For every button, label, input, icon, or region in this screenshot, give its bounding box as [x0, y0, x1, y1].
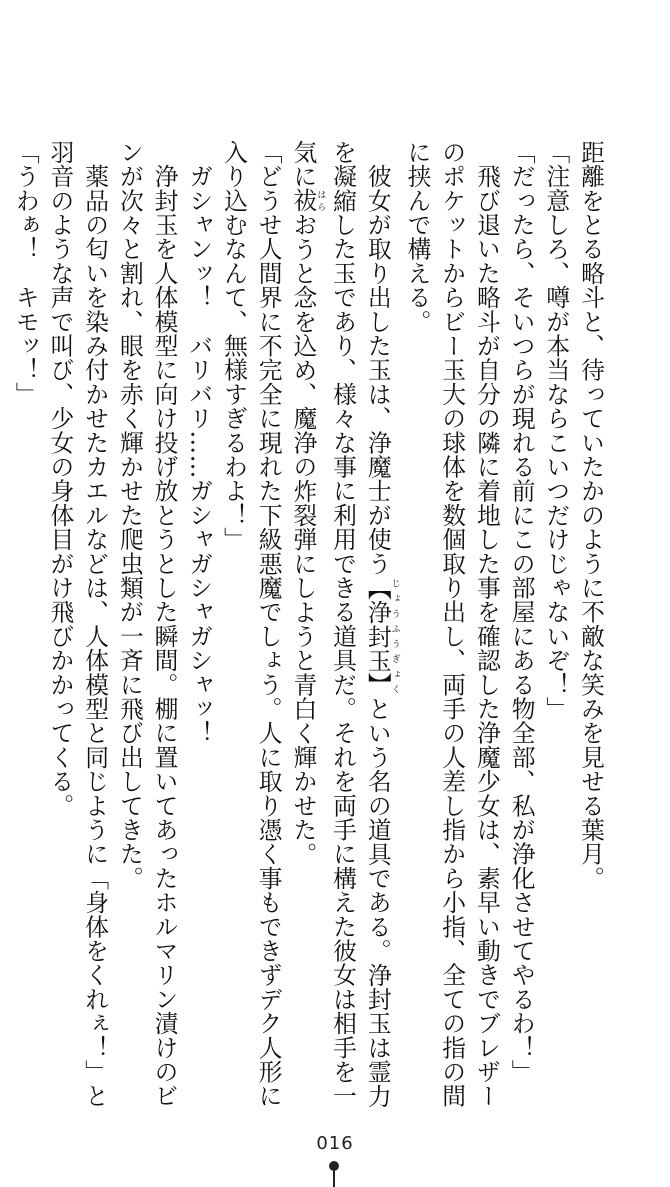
text-line: のポケットからビー玉大の球体を数個取り出し、両手の人差し指から小指、全ての指の間	[438, 140, 467, 1108]
vertical-text-block	[11, 140, 608, 1109]
text-line: 「どうせ人間界に不完全に現れた下級悪魔でしょう。人に取り憑く事もできずデク人形に	[254, 140, 283, 1108]
term-text: 【浄封玉】	[363, 575, 392, 697]
furigana-word	[289, 188, 326, 213]
text-line: 距離をとる略斗と、待っていたかのように不敵な笑みを見せる葉月。	[577, 140, 605, 891]
furigana-term	[363, 575, 400, 697]
page-number: 016	[316, 1133, 354, 1154]
word-ruby: はら	[315, 188, 326, 213]
text-line: に挟んで構える。	[403, 140, 432, 334]
text-line: ンが次々と割れ、眼を赤く輝かせた爬虫類が一斉に飛び出してきた。	[115, 140, 144, 891]
text-line: を凝縮した玉であり、様々な事に利用できる道具だ。それを両手に構えた彼女は相手を一	[329, 140, 358, 1108]
page-dot-ornament	[329, 1161, 339, 1171]
page-tick-ornament	[333, 1171, 335, 1187]
text-line: 「うわぁ！ キモッ！」	[11, 140, 40, 407]
text-line: 浄封玉を人体模型に向け投げ放とうとした瞬間。棚に置いてあったホルマリン漬けのビ	[150, 140, 179, 1108]
text-segment: 気に	[289, 140, 318, 189]
text-line	[360, 140, 400, 1109]
text-segment: おうと念を込め、魔浄の炸裂弾にしようと青白く輝かせた。	[289, 212, 318, 867]
text-line: 入り込むなんて、無様すぎるわよ！」	[219, 140, 248, 552]
text-line: 羽音のような声で叫び、少女の身体目がけ飛びかかってくる。	[46, 140, 75, 818]
text-line: 薬品の匂いを染み付かせたカエルなどは、人体模型と同じように「身体をくれぇ！」と	[81, 140, 110, 1108]
text-segment: という名の道具である。浄封玉は霊力	[363, 696, 392, 1109]
text-line: ガシャンッ！ バリバリ……ガシャガシャガシャッ！	[185, 140, 214, 745]
text-line: 「注意しろ、噂が本当ならこいつだけじゃないぞ！」	[542, 140, 571, 721]
text-line: 「だったら、そいつらが現れる前にこの部屋にある物全部、私が浄化させてやるわ！」	[507, 140, 536, 1084]
text-line: 飛び退いた略斗が自分の隣に着地した事を確認した浄魔少女は、素早い動きでブレザー	[472, 140, 501, 1108]
text-line	[286, 140, 326, 1080]
word-text: 祓	[289, 188, 318, 213]
text-segment: 彼女が取り出した玉は、浄魔士が使う	[363, 140, 392, 576]
term-ruby: じょうふうぎょく	[389, 575, 400, 697]
